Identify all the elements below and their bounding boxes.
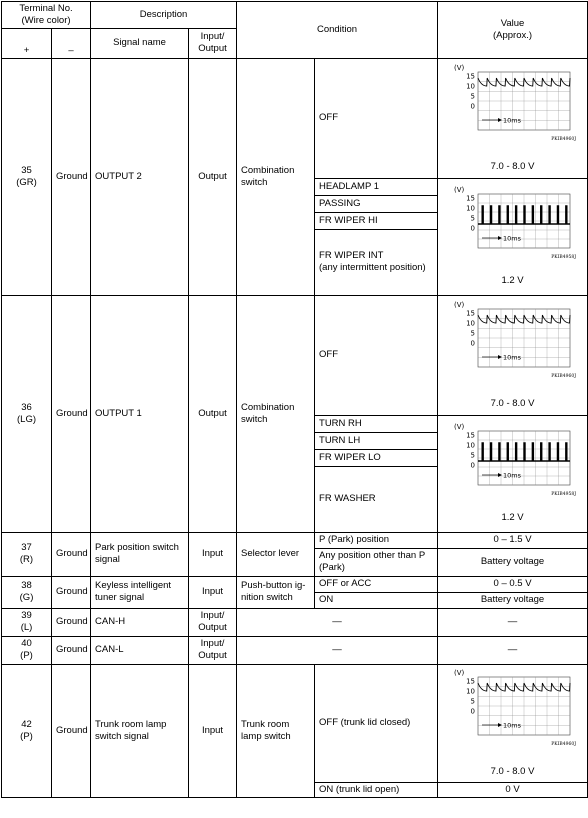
- tick-label: 0: [470, 224, 475, 233]
- plus-header: +: [2, 28, 52, 58]
- tick-label: 0: [470, 102, 475, 111]
- condition-40: —: [237, 636, 438, 664]
- condition-42-off: OFF (trunk lid closed): [315, 664, 438, 782]
- value-42-a: (V) 15 10 5 0 10ms PKIB4960J 7.0 - 8.0 V: [438, 664, 588, 782]
- value-42-on: 0 V: [438, 782, 588, 797]
- io-40: Input/ Output: [189, 636, 237, 664]
- tick-label: 15: [465, 194, 475, 203]
- value-37-other: Battery voltage: [438, 548, 588, 576]
- signal-38: Keyless intelligent tuner signal: [91, 576, 189, 608]
- terminal-37: 37 (R): [2, 532, 52, 576]
- unit-label: (V): [453, 63, 464, 72]
- ground-38: Ground: [52, 576, 91, 608]
- condition-37-park: P (Park) position: [315, 532, 438, 548]
- condition-header: Condition: [237, 2, 438, 59]
- io-39: Input/ Output: [189, 608, 237, 636]
- tick-label: 15: [465, 72, 475, 81]
- condition-35-wiper-int: FR WIPER INT (any intermittent position): [315, 229, 438, 295]
- sawtooth-waveform: [448, 669, 578, 765]
- figure-code: PKIB4960J: [550, 373, 576, 379]
- tick-label: 0: [470, 461, 475, 470]
- condition-42-on: ON (trunk lid open): [315, 782, 438, 797]
- ground-39: Ground: [52, 608, 91, 636]
- value-36-b: (V) 15 10 5 0 10ms PKIB4958J 1.2 V: [438, 415, 588, 532]
- terminal-40: 40 (P): [2, 636, 52, 664]
- tick-label: 10: [465, 319, 475, 328]
- terminal-header: Terminal No. (Wire color): [2, 2, 91, 29]
- tick-label: 5: [470, 697, 475, 706]
- signal-35: OUTPUT 2: [91, 58, 189, 295]
- value-36-a: (V) 15 10 5 0 10ms PKIB4960J 7.0 - 8.0 V: [438, 295, 588, 415]
- time-scale-label: 10ms: [502, 116, 521, 125]
- tick-label: 10: [465, 441, 475, 450]
- signal-37: Park position switch signal: [91, 532, 189, 576]
- terminal-36: 36 (LG): [2, 295, 52, 532]
- value-39: —: [438, 608, 588, 636]
- value-38-on: Battery voltage: [438, 592, 588, 608]
- figure-code: PKIB4958J: [550, 492, 576, 498]
- time-arrow-head: [498, 355, 502, 359]
- condition-36-turn-lh: TURN LH: [315, 432, 438, 449]
- condition-38-off: OFF or ACC: [315, 576, 438, 592]
- condition-35-headlamp: HEADLAMP 1: [315, 178, 438, 195]
- tick-label: 15: [465, 677, 475, 686]
- time-arrow-head: [498, 723, 502, 727]
- condition-36-turn-rh: TURN RH: [315, 415, 438, 432]
- signal-40: CAN-L: [91, 636, 189, 664]
- tick-label: 0: [470, 339, 475, 348]
- value-38-off: 0 – 0.5 V: [438, 576, 588, 592]
- switch-35: Combination switch: [237, 58, 315, 295]
- condition-38-on: ON: [315, 592, 438, 608]
- pulse-waveform: [448, 186, 578, 274]
- io-35: Output: [189, 58, 237, 295]
- pulse-waveform: [448, 423, 578, 511]
- signal-42: Trunk room lamp switch signal: [91, 664, 189, 797]
- tick-label: 5: [470, 214, 475, 223]
- io-37: Input: [189, 532, 237, 576]
- condition-35-off: OFF: [315, 58, 438, 178]
- unit-label: (V): [453, 423, 464, 432]
- value-37-park: 0 – 1.5 V: [438, 532, 588, 548]
- tick-label: 5: [470, 92, 475, 101]
- time-scale-label: 10ms: [502, 721, 521, 730]
- value-40: —: [438, 636, 588, 664]
- tick-label: 15: [465, 309, 475, 318]
- signal-trace: [478, 206, 570, 224]
- condition-36-wiper-lo: FR WIPER LO: [315, 449, 438, 466]
- description-header: Description: [91, 2, 237, 29]
- tick-label: 10: [465, 204, 475, 213]
- tick-label: 15: [465, 431, 475, 440]
- ground-42: Ground: [52, 664, 91, 797]
- tick-label: 5: [470, 329, 475, 338]
- unit-label: (V): [453, 300, 464, 309]
- io-36: Output: [189, 295, 237, 532]
- ground-40: Ground: [52, 636, 91, 664]
- terminal-table: [1, 1, 588, 798]
- value-35-b: (V) 15 10 5 0 10ms PKIB4958J 1.2 V: [438, 178, 588, 295]
- signal-name-header: Signal name: [91, 28, 189, 58]
- tick-label: 10: [465, 687, 475, 696]
- time-arrow-head: [498, 473, 502, 477]
- condition-35-wiper-hi: FR WIPER HI: [315, 212, 438, 229]
- tick-label: 10: [465, 82, 475, 91]
- switch-42: Trunk room lamp switch: [237, 664, 315, 797]
- io-42: Input: [189, 664, 237, 797]
- ground-35: Ground: [52, 58, 91, 295]
- ground-36: Ground: [52, 295, 91, 532]
- condition-37-other: Any position other than P (Park): [315, 548, 438, 576]
- signal-trace: [478, 315, 570, 323]
- signal-39: CAN-H: [91, 608, 189, 636]
- switch-37: Selector lever: [237, 532, 315, 576]
- condition-36-washer: FR WASHER: [315, 466, 438, 532]
- tick-label: 0: [470, 707, 475, 716]
- condition-36-off: OFF: [315, 295, 438, 415]
- figure-code: PKIB4960J: [550, 136, 576, 142]
- time-scale-label: 10ms: [502, 471, 521, 480]
- io-header: Input/ Output: [189, 28, 237, 58]
- ground-37: Ground: [52, 532, 91, 576]
- minus-header: –: [52, 28, 91, 58]
- io-38: Input: [189, 576, 237, 608]
- switch-38: Push-button ig- nition switch: [237, 576, 315, 608]
- time-arrow-head: [498, 236, 502, 240]
- time-scale-label: 10ms: [502, 234, 521, 243]
- sawtooth-waveform: [448, 64, 578, 160]
- time-arrow-head: [498, 118, 502, 122]
- time-scale-label: 10ms: [502, 353, 521, 362]
- signal-36: OUTPUT 1: [91, 295, 189, 532]
- terminal-39: 39 (L): [2, 608, 52, 636]
- unit-label: (V): [453, 668, 464, 677]
- sawtooth-waveform: [448, 301, 578, 397]
- terminal-42: 42 (P): [2, 664, 52, 797]
- condition-39: —: [237, 608, 438, 636]
- signal-trace: [478, 78, 570, 86]
- value-35-a: (V) 15 10 5 0 10ms PKIB4960J 7.0 - 8.0 V: [438, 58, 588, 178]
- figure-code: PKIB4958J: [550, 255, 576, 261]
- switch-36: Combination switch: [237, 295, 315, 532]
- unit-label: (V): [453, 186, 464, 195]
- figure-code: PKIB4960J: [550, 741, 576, 747]
- value-header: Value (Approx.): [438, 2, 588, 59]
- signal-trace: [478, 683, 570, 691]
- condition-35-passing: PASSING: [315, 195, 438, 212]
- signal-trace: [478, 443, 570, 461]
- terminal-35: 35 (GR): [2, 58, 52, 295]
- tick-label: 5: [470, 451, 475, 460]
- terminal-38: 38 (G): [2, 576, 52, 608]
